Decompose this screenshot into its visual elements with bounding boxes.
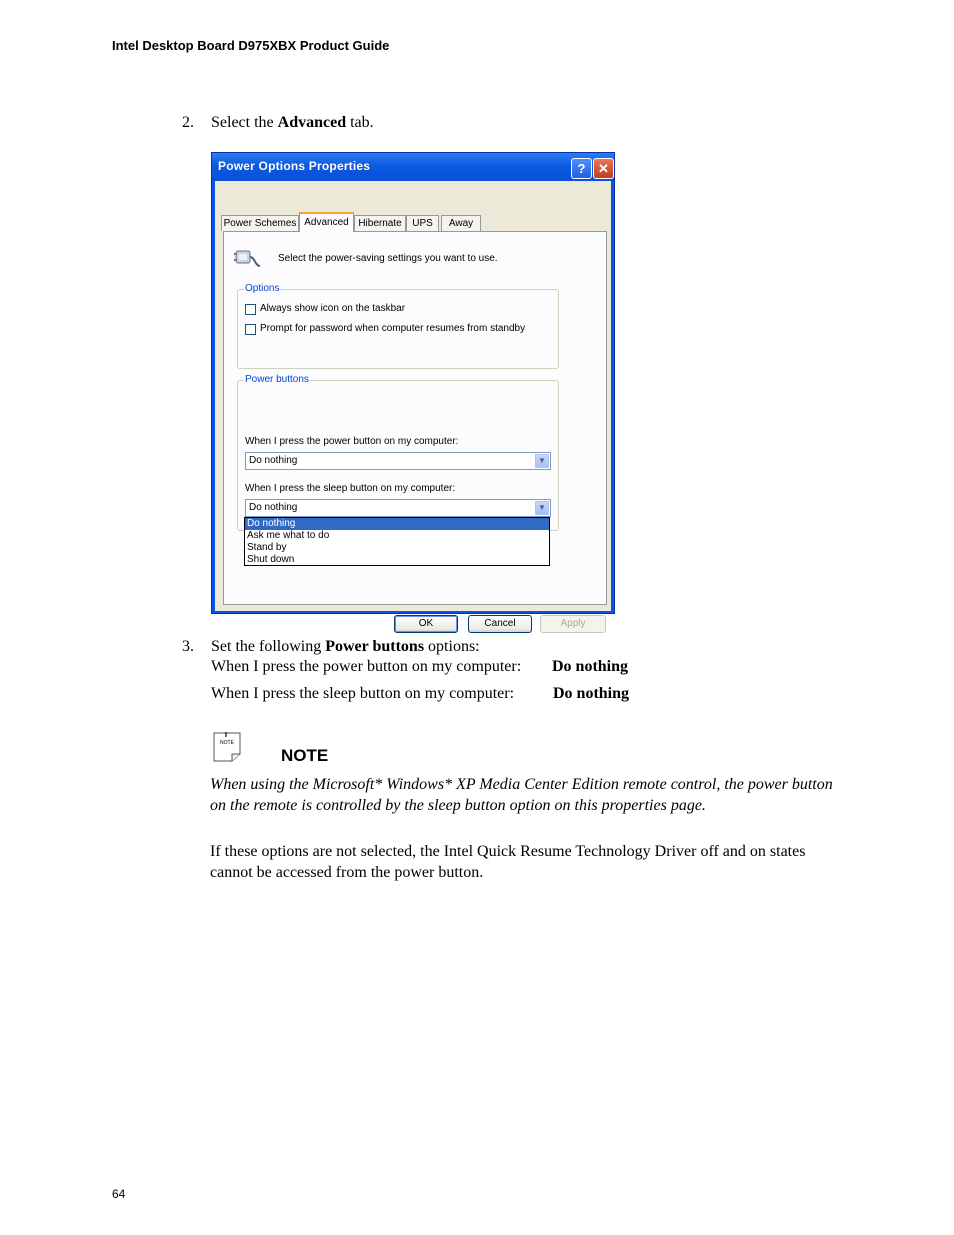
tab-power-schemes[interactable]: Power Schemes xyxy=(221,215,299,231)
chevron-down-icon[interactable]: ▼ xyxy=(535,501,549,515)
note-icon xyxy=(213,732,241,762)
dialog-title: Power Options Properties xyxy=(218,159,371,173)
dialog-client xyxy=(215,181,611,629)
power-button-setting-label: When I press the power button on my computer: xyxy=(211,658,522,675)
power-button-setting-value: Do nothing xyxy=(552,658,629,675)
sleep-button-label: When I press the sleep button on my computer: xyxy=(245,483,456,494)
tab-advanced[interactable]: Advanced xyxy=(299,212,354,232)
body-paragraph: If these options are not selected, the Intel Quick Resume Technology Driver off and on states cannot be accessed from the power button. xyxy=(210,843,806,881)
note-icon-label: NOTE xyxy=(220,740,234,746)
intro-text: Select the power-saving settings you want to use. xyxy=(278,253,498,264)
tab-away[interactable]: Away xyxy=(441,215,481,231)
dropdown-option[interactable]: Do nothing xyxy=(245,518,549,530)
chevron-down-icon[interactable]: ▼ xyxy=(535,454,549,468)
document-header: Intel Desktop Board D975XBX Product Guide xyxy=(112,38,390,53)
note-heading: NOTE xyxy=(281,746,329,765)
sleep-button-dropdown-list[interactable] xyxy=(244,517,550,566)
help-button[interactable]: ? xyxy=(571,158,592,179)
sleep-button-select[interactable]: Do nothing ▼ xyxy=(245,499,551,517)
power-plug-icon xyxy=(234,244,262,270)
prompt-password-checkbox[interactable] xyxy=(245,324,256,335)
tab-hibernate[interactable]: Hibernate xyxy=(354,215,406,231)
options-legend: Options xyxy=(245,283,280,294)
dialog-titlebar[interactable] xyxy=(212,153,614,181)
tab-ups[interactable]: UPS xyxy=(406,215,439,231)
page-number: 64 xyxy=(112,1187,126,1201)
dropdown-option[interactable]: Stand by xyxy=(247,542,287,553)
sleep-button-setting-value: Do nothing xyxy=(553,685,630,702)
always-show-icon-label: Always show icon on the taskbar xyxy=(260,303,406,314)
close-button[interactable]: ✕ xyxy=(593,158,614,179)
always-show-icon-checkbox[interactable] xyxy=(245,304,256,315)
dropdown-option[interactable]: Ask me what to do xyxy=(247,530,330,541)
power-options-dialog xyxy=(211,152,615,629)
step-2-text: Select the Advanced tab. xyxy=(211,114,374,131)
step-2-number: 2. xyxy=(182,114,194,131)
power-buttons-legend: Power buttons xyxy=(245,374,309,385)
power-button-select[interactable]: Do nothing ▼ xyxy=(245,452,551,470)
step-3-number: 3. xyxy=(182,638,194,655)
prompt-password-label: Prompt for password when computer resumes from standby xyxy=(260,323,526,334)
dropdown-option[interactable]: Shut down xyxy=(247,554,295,565)
step-3-text: Set the following Power buttons options: xyxy=(211,638,480,655)
apply-button[interactable]: Apply xyxy=(540,615,606,633)
ok-button[interactable]: OK xyxy=(394,615,458,633)
note-body: When using the Microsoft* Windows* XP Media Center Edition remote control, the power button on the remote is controlled by the sleep button option on this properties page. xyxy=(210,776,833,814)
sleep-button-setting-label: When I press the sleep button on my computer: xyxy=(211,685,515,702)
options-group xyxy=(237,283,559,369)
power-button-label: When I press the power button on my computer: xyxy=(245,436,459,447)
cancel-button[interactable]: Cancel xyxy=(468,615,532,633)
